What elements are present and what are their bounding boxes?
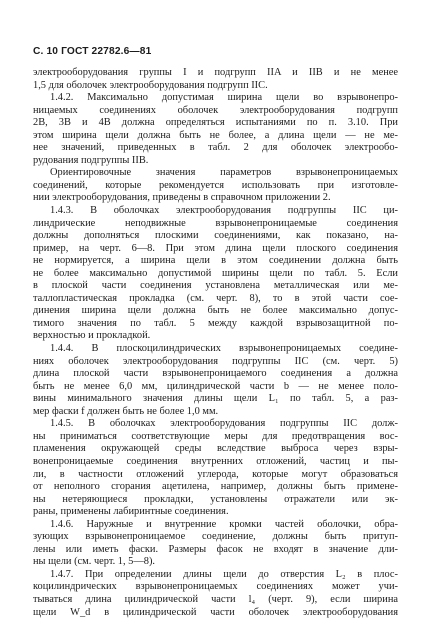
text-line: зующих взрывонепроницаемое соединение, должны быть притуп- xyxy=(33,531,398,543)
text-line: 1.4.2. Максимально допустимая ширина щели во взрывонепро- xyxy=(50,92,398,104)
text-line: должны дополняться плоскими соединениями, как показано, на- xyxy=(33,230,398,242)
text-line: этом ширина щели должна быть не более, а длина щели — не ме- xyxy=(33,129,398,141)
text-line: от неполного сгорания ацетилена, например, должны быть примене- xyxy=(33,481,398,493)
text-line: не более максимально допустимой ширины щели по табл. 5. Если xyxy=(33,267,398,279)
text-line: динения ширина щели должна быть не более максимально допус- xyxy=(33,305,398,317)
text-line: ниях оболочек электрооборудования подгруппы IIC (см. черт. 5) xyxy=(33,355,398,367)
text-line: вины минимального значения длины щели L₁ по табл. 5, а раз- xyxy=(33,393,398,405)
text-line: ны нетеряющиеся прокладки, установлены отражатели или эк- xyxy=(33,493,398,505)
text-line: ницаемых соединениях оболочек электрооборудования подгрупп xyxy=(33,104,398,116)
text-line: 1.4.3. В оболочках электрооборудования подгруппы IIC ци- xyxy=(50,205,398,217)
text-line: лены или иметь фаски. Размеры фасок не входят в значение дли- xyxy=(33,543,398,555)
text-line: пламенения окружающей среды вследствие выброса через взры- xyxy=(33,443,398,455)
text-line: Ориентировочные значения параметров взрывонепроницаемых xyxy=(50,167,398,179)
text-line: электрооборудования группы I и подгрупп IIA и IIB и не менее xyxy=(33,67,398,78)
text-line: ны приниматься соответствующие меры для предотвращения вос- xyxy=(33,430,398,442)
document-page xyxy=(33,0,398,617)
body-text xyxy=(33,67,398,619)
text-line: ны щели (см. черт. 1, 5—8). xyxy=(33,556,156,568)
text-line: быть не менее 6,0 мм, цилиндрической части b — не менее поло- xyxy=(33,380,398,392)
text-line: 1.4.4. В плоскоцилиндрических взрывонепроницаемых соедине- xyxy=(50,343,398,355)
text-line: ли, в частности отложений углерода, которые могут образоваться xyxy=(33,468,398,480)
text-line: длина плоской части взрывонепроницаемого соединения a должна xyxy=(33,368,398,380)
text-line: таллопластическая прокладка (см. черт. 8), то в этой части сое- xyxy=(33,292,398,304)
text-line: 1.4.7. При определении длины щели до отверстия L₂ в плос- xyxy=(50,568,398,580)
text-line: тимого значения по табл. 5 между каждой взрывозащитной по- xyxy=(33,317,398,329)
text-line: верхностью и прокладкой. xyxy=(33,330,151,342)
text-line: раны, применены лабиринтные соединения. xyxy=(33,506,229,518)
text-line: 1,5 для оболочек электрооборудования подгрупп IIC. xyxy=(33,79,268,91)
text-line: пример, на черт. 6—8. При этом длина щели плоского соединения xyxy=(33,242,398,254)
text-line: рудования подгруппы IIB. xyxy=(33,154,149,166)
text-line: не нормируется, а ширина щели в этом соединении должна быть xyxy=(33,255,398,267)
text-line: вонепроницаемые соединения внутренних отложений, частиц и пы- xyxy=(33,455,398,467)
text-line: коцилиндрических взрывонепроницаемых соединениях может учи- xyxy=(33,581,398,593)
text-line: 2В, 3В и 4В должна определяться испытаниями по п. 3.10. При xyxy=(33,117,398,129)
text-line: 1.4.5. В оболочках электрооборудования подгруппы IIC долж- xyxy=(50,418,398,430)
text-line: соединений, которые рекомендуется использовать при изготовле- xyxy=(33,179,398,191)
text-line: мер фаски f должен быть не более 1,0 мм. xyxy=(33,405,219,417)
page-header: С. 10 ГОСТ 22782.6—81 xyxy=(33,46,152,57)
text-line: нее значений, приведенных в табл. 2 для оболочек электрообо- xyxy=(33,142,398,154)
text-line: нии электрооборудования, приведены в справочном приложении 2. xyxy=(33,192,331,204)
text-line: щели W_d в цилиндрической части оболочек электрооборудования xyxy=(33,606,398,618)
text-line: линдрические неподвижные взрывонепроницаемые соединения xyxy=(33,217,398,229)
text-line: тываться длина цилиндрической части l₄ (черт. 9), если ширина xyxy=(33,593,398,605)
text-line: 1.4.6. Наружные и внутренние кромки частей оболочки, обра- xyxy=(50,518,398,530)
text-line: в плоской части соединения установлена металлическая или ме- xyxy=(33,280,398,292)
